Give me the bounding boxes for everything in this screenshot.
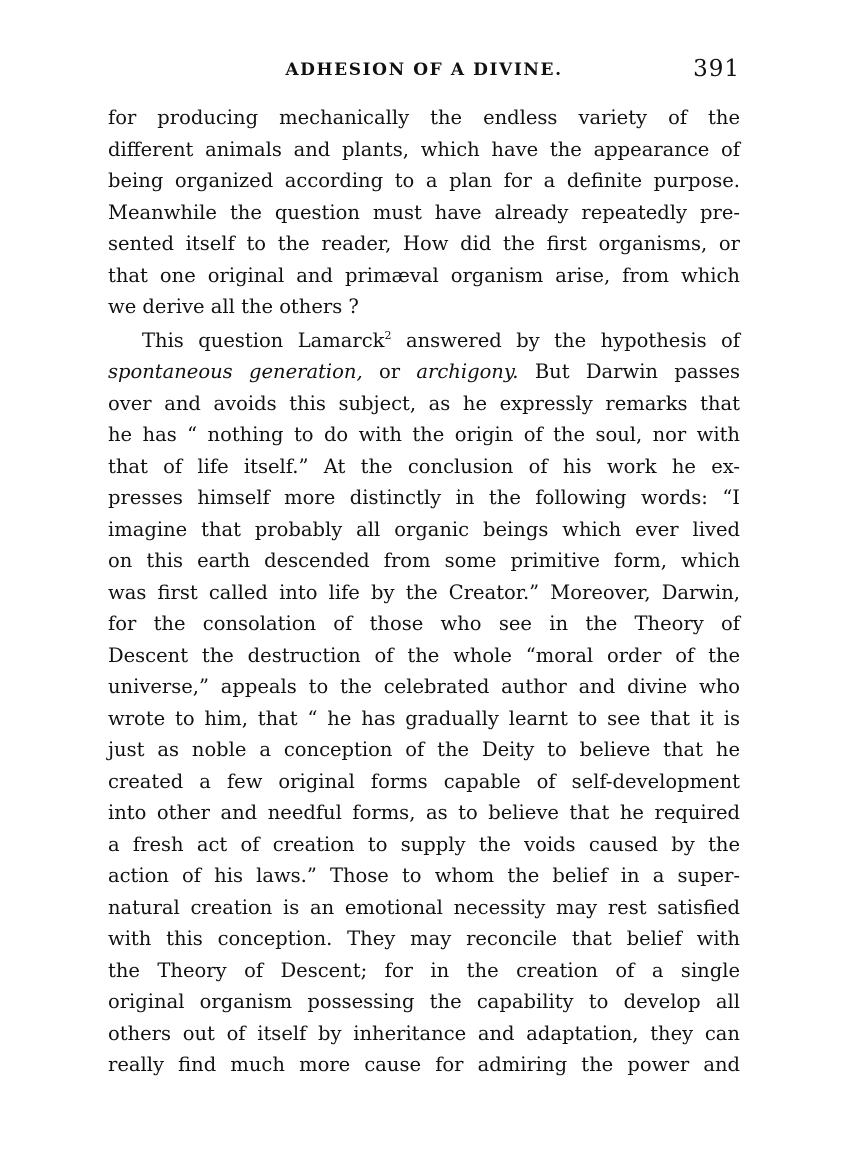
- text-line: for producing mechanically the endless variety of the: [108, 106, 740, 129]
- text-line: we derive all the others ?: [108, 295, 359, 318]
- text-line: presses himself more distinctly in the following words: “I: [108, 486, 740, 509]
- text-line: was first called into life by the Creator.” Moreover, Darwin,: [108, 580, 740, 604]
- text-line: natural creation is an emotional necessity may rest satisfied: [108, 895, 740, 919]
- text-line: original organism possessing the capability to develop all: [108, 990, 740, 1013]
- text-line: being organized according to a plan for a definite purpose.: [108, 169, 740, 192]
- text-line: over and avoids this subject, as he expressly remarks that: [108, 391, 740, 415]
- text-line: universe,” appeals to the celebrated author and divine who: [108, 675, 740, 698]
- text-line: different animals and plants, which have the appearance of: [108, 137, 740, 161]
- running-title: ADHESION OF A DIVINE.: [285, 60, 563, 80]
- text-line: for the consolation of those who see in the Theory of: [108, 612, 740, 635]
- text-line: wrote to him, that “ he has gradually learnt to see that it is: [108, 706, 740, 730]
- text-line: that of life itself.” At the conclusion of his work he ex-: [108, 454, 740, 478]
- text-line: really find much more cause for admiring the power and: [108, 1053, 740, 1076]
- text-line: Descent the destruction of the whole “moral order of the: [108, 643, 740, 667]
- body-text: [108, 102, 740, 1081]
- text-line: imagine that probably all organic beings which ever lived: [108, 517, 740, 541]
- text-line: sented itself to the reader, How did the first organisms, or: [108, 232, 740, 255]
- text-line: [108, 325, 740, 357]
- text-line: created a few original forms capable of self-development: [108, 769, 740, 793]
- text-line: that one original and primæval organism arise, from which: [108, 263, 740, 287]
- text-line: [108, 356, 740, 388]
- page-number: 391: [693, 56, 740, 82]
- running-head: [108, 58, 740, 88]
- italic-term: spontaneous generation,: [108, 360, 363, 383]
- text-fragment: But Darwin passes: [518, 360, 741, 383]
- text-fragment: This question Lamarck: [142, 328, 385, 352]
- text-line: just as noble a conception of the Deity to believe that he: [108, 738, 740, 761]
- text-fragment: answered by the hypothesis of: [391, 328, 741, 352]
- text-line: a fresh act of creation to supply the voids caused by the: [108, 832, 740, 856]
- text-line: the Theory of Descent; for in the creation of a single: [108, 958, 740, 982]
- italic-term: archigony.: [416, 360, 519, 383]
- text-line: Meanwhile the question must have already repeatedly pre-: [108, 200, 740, 224]
- text-line: with this conception. They may reconcile that belief with: [108, 927, 740, 950]
- paragraph-1: [108, 102, 740, 323]
- text-line: he has “ nothing to do with the origin of the soul, nor with: [108, 423, 740, 446]
- text-line: on this earth descended from some primitive form, which: [108, 549, 740, 572]
- paragraph-2: [108, 325, 740, 1081]
- footnote-ref: 2: [384, 328, 392, 342]
- text-line: into other and needful forms, as to believe that he required: [108, 801, 740, 824]
- text-line: action of his laws.” Those to whom the belief in a super-: [108, 864, 740, 887]
- text-fragment: or: [362, 360, 417, 383]
- text-line: others out of itself by inheritance and adaptation, they can: [108, 1021, 740, 1045]
